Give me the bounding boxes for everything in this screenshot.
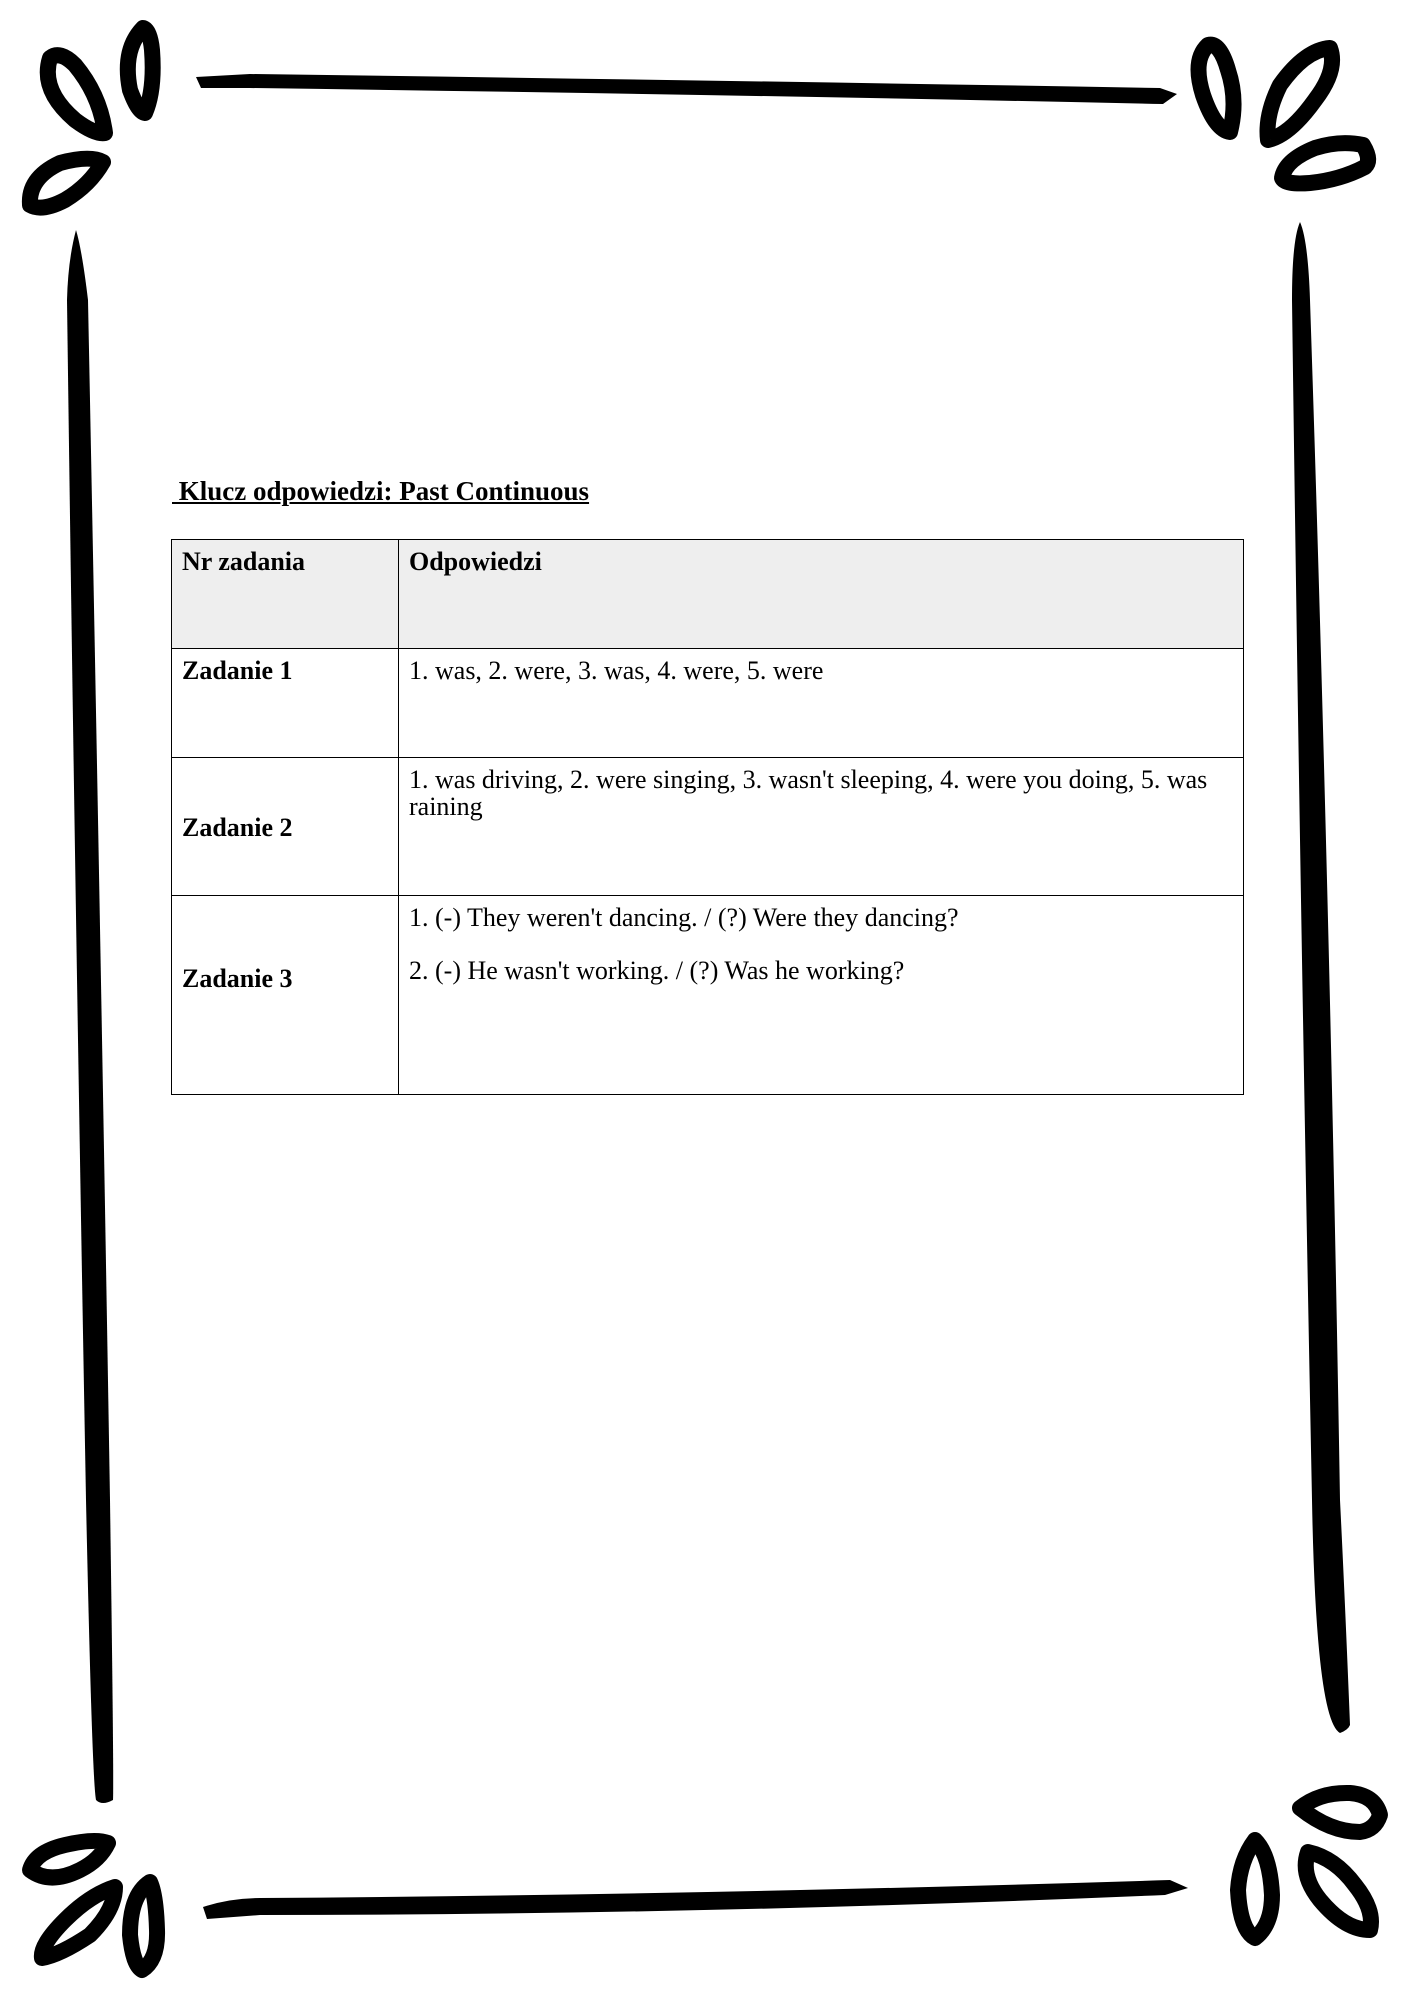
answer-text: 1. (-) They weren't dancing. / (?) Were they dancing? [409, 903, 959, 932]
leaf-icon [1282, 143, 1368, 183]
header-answers: Odpowiedzi [399, 540, 1244, 649]
page-title: Klucz odpowiedzi: Past Continuous [172, 476, 590, 506]
answer-cell [399, 896, 1244, 1095]
leaf-icon [1306, 1852, 1371, 1930]
leaf-icon [1268, 48, 1333, 140]
answer-text: 2. (-) He wasn't working. / (?) Was he working? [409, 956, 905, 986]
leaf-icon [1238, 1840, 1272, 1938]
leaf-icon [1300, 1793, 1380, 1832]
answer-cell [399, 649, 1244, 758]
table-row [172, 758, 1244, 896]
leaf-icon [1199, 45, 1234, 132]
task-label: Zadanie 3 [172, 896, 399, 1095]
leaf-icon [30, 1841, 108, 1878]
border-line-bottom [203, 1880, 1188, 1919]
leaf-icon [130, 1882, 157, 1970]
border-line-left [67, 230, 113, 1803]
answer-text: 1. was, 2. were, 3. was, 4. were, 5. were [409, 656, 824, 685]
leaf-icon [128, 28, 153, 113]
answer-key-table [171, 539, 1244, 1095]
leaf-icon [30, 159, 103, 208]
task-label: Zadanie 1 [172, 649, 399, 758]
table-row [172, 896, 1244, 1095]
leaf-icon [42, 1887, 115, 1958]
task-label: Zadanie 2 [172, 758, 399, 896]
answer-text: 1. was driving, 2. were singing, 3. wasn't sleeping, 4. were you doing, 5. was raining [409, 765, 1208, 822]
leaf-icon [48, 55, 105, 133]
border-line-top [196, 74, 1177, 104]
table-header-row [172, 540, 1244, 649]
border-line-right [1292, 222, 1350, 1733]
answer-cell [399, 758, 1244, 896]
header-task-number: Nr zadania [172, 540, 399, 649]
table-row [172, 649, 1244, 758]
